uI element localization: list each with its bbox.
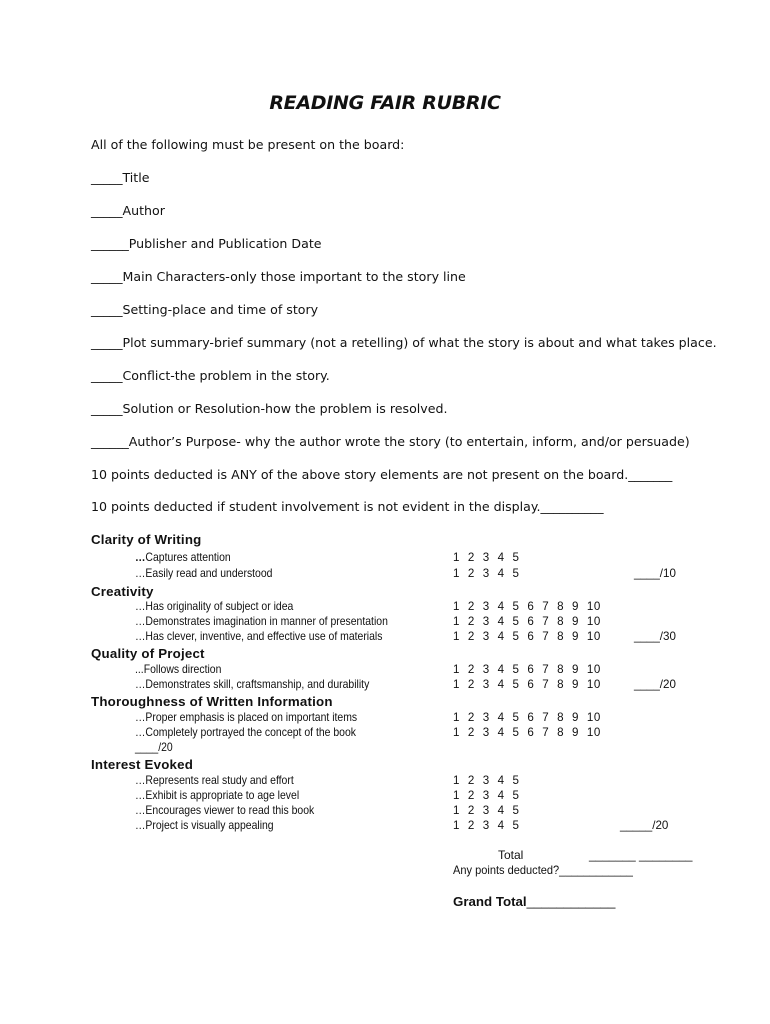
rating-scale: 1 2 3 4 5 6 7 8 9 10 — [453, 678, 601, 691]
criterion-craftsmanship: …Demonstrates skill, craftsmanship, and durability — [135, 678, 370, 691]
checklist-item-publisher: ______Publisher and Publication Date — [91, 236, 322, 251]
criterion-follows-direction: ...Follows direction — [135, 663, 222, 676]
section-score-thoroughness: ____/20 — [135, 741, 173, 754]
section-score-creativity: ____/30 — [634, 630, 676, 643]
section-heading-clarity: Clarity of Writing — [91, 532, 202, 547]
criterion-encourages: …Encourages viewer to read this book — [135, 804, 315, 817]
checklist-item-conflict: _____Conflict-the problem in the story. — [91, 368, 330, 383]
grand-total-line — [453, 894, 615, 909]
criterion-text: Captures attention — [145, 551, 231, 564]
rating-scale: 1 2 3 4 5 — [453, 774, 520, 787]
section-heading-interest: Interest Evoked — [91, 757, 194, 772]
rating-scale: 1 2 3 4 5 6 7 8 9 10 — [453, 630, 601, 643]
rating-scale: 1 2 3 4 5 6 7 8 9 10 — [453, 663, 601, 676]
points-deducted-line: Any points deducted?____________ — [453, 863, 633, 877]
checklist-item-solution: _____Solution or Resolution-how the problem is resolved. — [91, 401, 448, 416]
criterion-materials: …Has clever, inventive, and effective use of materials — [135, 630, 383, 643]
section-score-quality: ____/20 — [634, 678, 676, 691]
rating-scale: 1 2 3 4 5 6 7 8 9 10 — [453, 615, 601, 628]
page-title: READING FAIR RUBRIC — [269, 92, 501, 114]
criterion-age-level: …Exhibit is appropriate to age level — [135, 789, 300, 802]
total-blanks: _______ ________ — [589, 848, 693, 862]
section-score-interest: _____/20 — [620, 819, 669, 832]
rating-scale: 1 2 3 4 5 6 7 8 9 10 — [453, 711, 601, 724]
total-label: Total — [498, 848, 524, 862]
rating-scale: 1 2 3 4 5 6 7 8 9 10 — [453, 600, 601, 613]
section-heading-creativity: Creativity — [91, 584, 154, 599]
checklist-item-characters: _____Main Characters-only those important to the story line — [91, 269, 466, 284]
criterion-visual-appeal: …Project is visually appealing — [135, 819, 274, 832]
rating-scale: 1 2 3 4 5 — [453, 789, 520, 802]
grand-total-label: Grand Total — [453, 894, 527, 909]
section-heading-thoroughness: Thoroughness of Written Information — [91, 694, 333, 709]
rating-scale: 1 2 3 4 5 6 7 8 9 10 — [453, 726, 601, 739]
criterion-captures-attention — [135, 551, 231, 564]
criterion-imagination: …Demonstrates imagination in manner of presentation — [135, 615, 388, 628]
grand-total-blank: ____________ — [526, 894, 616, 909]
rating-scale: 1 2 3 4 5 — [453, 819, 520, 832]
deduction-involvement: 10 points deducted if student involvement is not evident in the display.__________ — [91, 499, 604, 514]
intro-text: All of the following must be present on the board: — [91, 137, 405, 152]
checklist-item-title: _____Title — [91, 170, 150, 185]
criterion-originality: …Has originality of subject or idea — [135, 600, 294, 613]
criterion-easily-read: …Easily read and understood — [135, 567, 273, 580]
rating-scale: 1 2 3 4 5 — [453, 804, 520, 817]
criterion-emphasis: …Proper emphasis is placed on important items — [135, 711, 358, 724]
criterion-lead-ellipsis: … — [135, 551, 146, 564]
section-score-clarity: ____/10 — [634, 567, 676, 580]
checklist-item-purpose: ______Author’s Purpose- why the author wrote the story (to entertain, inform, and/or persuade) — [91, 434, 690, 449]
criterion-study-effort: …Represents real study and effort — [135, 774, 294, 787]
rating-scale: 1 2 3 4 5 — [453, 567, 520, 580]
deduction-story-elements: 10 points deducted is ANY of the above story elements are not present on the board._______ — [91, 467, 673, 482]
checklist-item-plot: _____Plot summary-brief summary (not a retelling) of what the story is about and what takes place. — [91, 335, 717, 350]
section-heading-quality: Quality of Project — [91, 646, 205, 661]
checklist-item-author: _____Author — [91, 203, 165, 218]
rating-scale: 1 2 3 4 5 — [453, 551, 520, 564]
checklist-item-setting: _____Setting-place and time of story — [91, 302, 319, 317]
criterion-concept: …Completely portrayed the concept of the book — [135, 726, 356, 739]
